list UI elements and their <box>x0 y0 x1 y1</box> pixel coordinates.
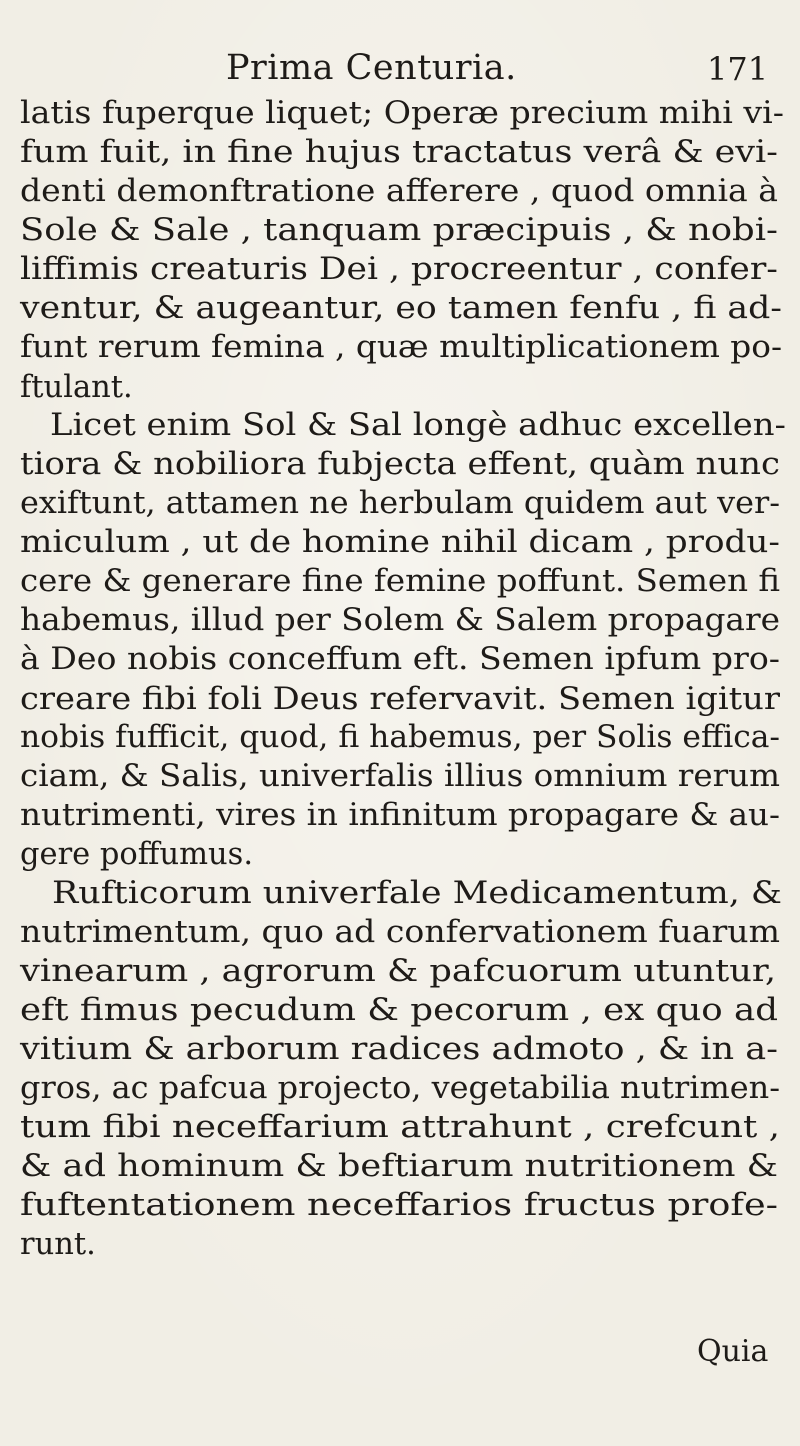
text-line: nobis fufficit, quod, fi habemus, per Solis effica- <box>20 720 781 755</box>
text-line: Licet enim Sol & Sal longè adhuc excellen- <box>50 408 786 443</box>
text-line: gros, ac pafcua projecto, vegetabilia nutrimen- <box>20 1071 781 1106</box>
page-number: 171 <box>707 50 769 88</box>
running-head <box>0 48 800 94</box>
text-line: tum fibi neceffarium attrahunt , crefcunt , <box>20 1110 781 1145</box>
text-line: funt rerum femina , quæ multiplicationem po- <box>20 330 783 365</box>
text-line: fum fuit, in fine hujus tractatus verâ & evi- <box>20 135 778 170</box>
text-line: gere poffumus. <box>20 837 254 872</box>
text-line: vinearum , agrorum & pafcuorum utuntur, <box>20 954 777 989</box>
text-line: nutrimentum, quo ad confervationem fuarum <box>20 915 780 950</box>
text-line: denti demonftratione afferere , quod omnia à <box>20 174 778 209</box>
text-line: à Deo nobis conceffum eft. Semen ipfum pro- <box>20 642 781 677</box>
text-line: & ad hominum & beftiarum nutritionem & <box>20 1149 778 1184</box>
catchword: Quia <box>697 1334 769 1369</box>
text-line: exiftunt, attamen ne herbulam quidem aut ver- <box>20 486 780 521</box>
running-title: Prima Centuria. <box>226 48 517 88</box>
text-line: fuftentationem neceffarios fructus profe- <box>20 1188 778 1223</box>
text-line: eft fimus pecudum & pecorum , ex quo ad <box>20 993 779 1028</box>
text-line: ventur, & augeantur, eo tamen fenfu , fi ad- <box>20 291 783 326</box>
text-line: Rufticorum univerfale Medicamentum, & <box>52 876 782 911</box>
text-line: miculum , ut de homine nihil dicam , produ- <box>20 525 780 560</box>
text-line: creare fibi foli Deus refervavit. Semen igitur <box>20 682 781 717</box>
text-line: nutrimenti, vires in infinitum propagare & au- <box>20 798 780 833</box>
text-line: runt. <box>20 1227 96 1262</box>
text-line: liffimis creaturis Dei , procreentur , confer- <box>20 252 778 287</box>
text-line: habemus, illud per Solem & Salem propagare <box>20 603 781 638</box>
text-line: latis fuperque liquet; Operæ precium mihi vi- <box>20 96 785 131</box>
text-line: vitium & arborum radices admoto , & in a- <box>20 1032 779 1067</box>
text-line: cere & generare fine femine poffunt. Semen fi <box>20 564 781 599</box>
text-line: ciam, & Salis, univerfalis illius omnium rerum <box>20 759 781 794</box>
text-line: tiora & nobiliora fubjecta effent, quàm nunc <box>20 447 781 482</box>
text-line: Sole & Sale , tanquam præcipuis , & nobi- <box>20 213 778 248</box>
text-line: ftulant. <box>20 370 133 405</box>
